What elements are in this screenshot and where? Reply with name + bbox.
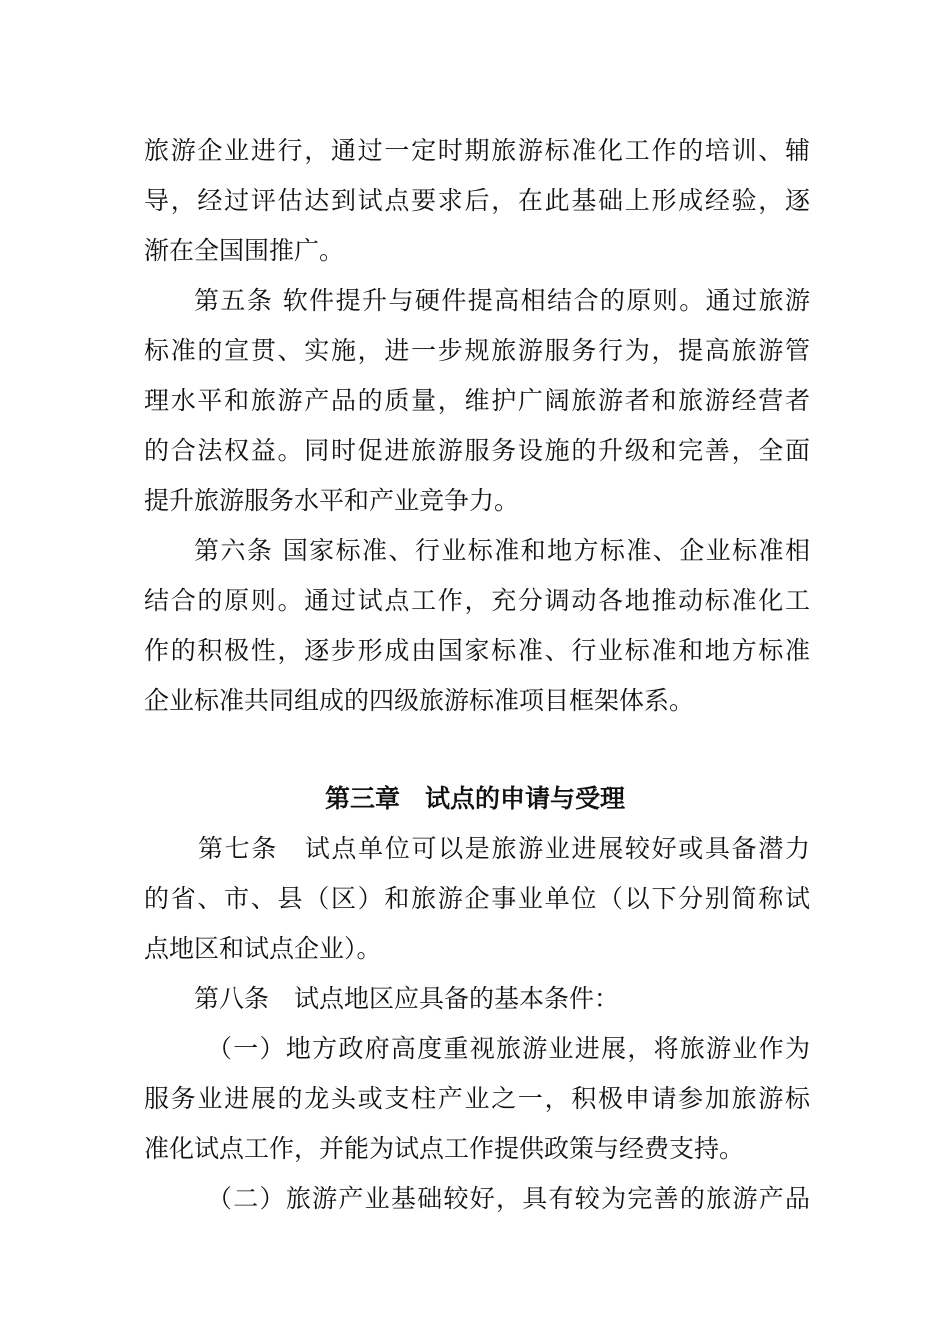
paragraph-line: 导，经过评估达到试点要求后，在此基础上形成经验，逐: [144, 186, 810, 215]
article-5-line: 的合法权益。同时促进旅游服务设施的升级和完善，全面: [144, 436, 810, 465]
article-6-line: 结合的原则。通过试点工作，充分调动各地推动标准化工: [144, 586, 810, 615]
article-7-line: 的省、市、县（区）和旅游企事业单位（以下分别简称试: [144, 884, 810, 913]
article-6-line: 作的积极性，逐步形成由国家标准、行业标准和地方标准: [144, 636, 810, 665]
item-1-line: （一）地方政府高度重视旅游业进展，将旅游业作为: [207, 1034, 810, 1063]
item-1-line: 服务业进展的龙头或支柱产业之一，积极申请参加旅游标: [144, 1084, 810, 1113]
paragraph-line: 渐在全国围推广。: [144, 236, 345, 265]
article-7-line: 第七条 试点单位可以是旅游业进展较好或具备潜力: [198, 834, 810, 863]
item-1-line: 准化试点工作，并能为试点工作提供政策与经费支持。: [144, 1134, 745, 1163]
article-6-line: 企业标准共同组成的四级旅游标准项目框架体系。: [144, 686, 695, 715]
article-5-line: 标准的宣贯、实施，进一步规旅游服务行为，提高旅游管: [144, 336, 810, 365]
article-8-line: 第八条 试点地区应具备的基本条件：: [194, 984, 620, 1013]
item-2-line: （二）旅游产业基础较好，具有较为完善的旅游产品: [207, 1184, 810, 1213]
article-7-line: 点地区和试点企业）。: [144, 934, 382, 963]
paragraph-line: 旅游企业进行，通过一定时期旅游标准化工作的培训、辅: [144, 136, 810, 165]
article-5-line: 提升旅游服务水平和产业竞争力。: [144, 486, 520, 515]
article-6-line: 第六条 国家标准、行业标准和地方标准、企业标准相: [194, 536, 810, 565]
article-5-line: 理水平和旅游产品的质量，维护广阔旅游者和旅游经营者: [144, 386, 810, 415]
article-5-line: 第五条 软件提升与硬件提高相结合的原则。通过旅游: [194, 286, 810, 315]
chapter-heading: 第三章 试点的申请与受理: [324, 784, 625, 813]
